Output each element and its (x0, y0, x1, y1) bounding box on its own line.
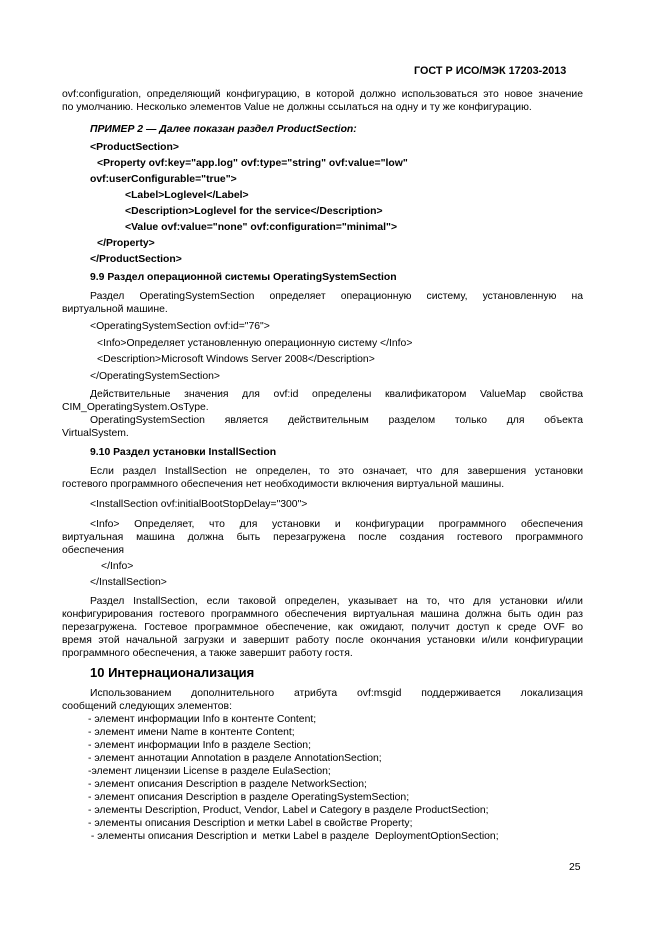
paragraph-line: конфигурирования гостевого программного обеспечения виртуальная машина должна быть один раз (62, 609, 583, 620)
code-line: </OperatingSystemSection> (90, 371, 220, 382)
list-item: - элемент описания Description в разделе NetworkSection; (88, 779, 367, 790)
code-line: <Description>Microsoft Windows Server 2008</Description> (97, 354, 375, 365)
example-caption: ПРИМЕР 2 — Далее показан раздел ProductSection: (90, 124, 357, 135)
list-item: -элемент лицензии License в разделе EulaSection; (88, 766, 331, 777)
code-line: <OperatingSystemSection ovf:id="76"> (90, 321, 270, 332)
paragraph-line: Раздел InstallSection, если таковой определен, указывает на то, что для установки и/или (90, 596, 583, 607)
code-line: <Value ovf:value="none" ovf:configuration="minimal"> (125, 222, 398, 233)
intro-line-1: ovf:configuration, определяющий конфигурацию, в которой должно использоваться это новое значение (62, 89, 583, 100)
paragraph-line: Раздел OperatingSystemSection определяет операционную систему, установленную на (90, 291, 583, 302)
paragraph-line: программного обеспечения, а также завершит работу гостя. (62, 648, 353, 659)
paragraph-line: CIM_OperatingSystem.OsType. (62, 402, 209, 413)
section-9-9-heading: 9.9 Раздел операционной системы OperatingSystemSection (90, 272, 397, 283)
code-line: </Property> (97, 238, 155, 249)
code-line: <InstallSection ovf:initialBootStopDelay="300"> (90, 499, 308, 510)
paragraph-line: Если раздел InstallSection не определен, то это означает, что для завершения установки (90, 466, 583, 477)
code-line: <Description>Loglevel for the service</Description> (125, 206, 383, 217)
list-item: - элемент описания Description в разделе OperatingSystemSection; (88, 792, 410, 803)
paragraph-line: время этой начальной загрузки и завершит работу после окончания установки и/или конфигурации (62, 635, 583, 646)
page-number: 25 (569, 862, 581, 873)
paragraph-line: перезагружена. Гостевое программное обеспечение, как ожидают, получит доступ к среде OVF во (62, 622, 583, 633)
paragraph-line: <Info> Определяет, что для установки и конфигурации программного обеспечения (90, 519, 583, 530)
paragraph-line: обеспечения (62, 545, 125, 556)
list-item: - элемент информации Info в контенте Content; (88, 714, 317, 725)
paragraph-line: Использованием дополнительного атрибута ovf:msgid поддерживается локализация (90, 688, 583, 699)
paragraph-line: виртуальная машина должна быть перезагружена после создания гостевого программного (62, 532, 583, 543)
list-item: - элемент имени Name в контенте Content; (88, 727, 295, 738)
paragraph-line: виртуальной машине. (62, 304, 168, 315)
paragraph-line: VirtualSystem. (62, 428, 129, 439)
code-line: <ProductSection> (90, 142, 179, 153)
paragraph-line: гостевого программного обеспечения нет необходимости включения виртуальной машины. (62, 479, 505, 490)
code-line: <Property ovf:key="app.log" ovf:type="string" ovf:value="low" (97, 158, 408, 169)
code-line: </ProductSection> (90, 254, 182, 265)
list-item: - элементы описания Description и метки Label в разделе DeploymentOptionSection; (88, 831, 499, 842)
code-line: </InstallSection> (90, 577, 167, 588)
paragraph-line: OperatingSystemSection является действительным разделом только для объекта (90, 415, 583, 426)
list-item: - элемент аннотации Annotation в разделе AnnotationSection; (88, 753, 382, 764)
list-item: - элементы описания Description и метки Label в свойстве Property; (88, 818, 413, 829)
list-item: - элементы Description, Product, Vendor, Label и Category в разделе ProductSection; (88, 805, 489, 816)
page-header-standard: ГОСТ Р ИСО/МЭК 17203-2013 (414, 65, 567, 77)
section-9-10-heading: 9.10 Раздел установки InstallSection (90, 447, 277, 458)
intro-line-2: по умолчанию. Несколько элементов Value не должны ссылаться на одну и ту же конфигурацию. (62, 102, 532, 113)
paragraph-line: Действительные значения для ovf:id определены квалификатором ValueMap свойства (90, 389, 583, 400)
list-item: - элемент информации Info в разделе Section; (88, 740, 311, 751)
code-line: <Label>Loglevel</Label> (125, 190, 249, 201)
code-line: ovf:userConfigurable="true"> (90, 174, 237, 185)
paragraph-line: сообщений следующих элементов: (62, 701, 232, 712)
code-line: </Info> (101, 561, 134, 572)
code-line: <Info>Определяет установленную операционную систему </Info> (97, 338, 413, 349)
section-10-heading: 10 Интернационализация (90, 665, 255, 680)
